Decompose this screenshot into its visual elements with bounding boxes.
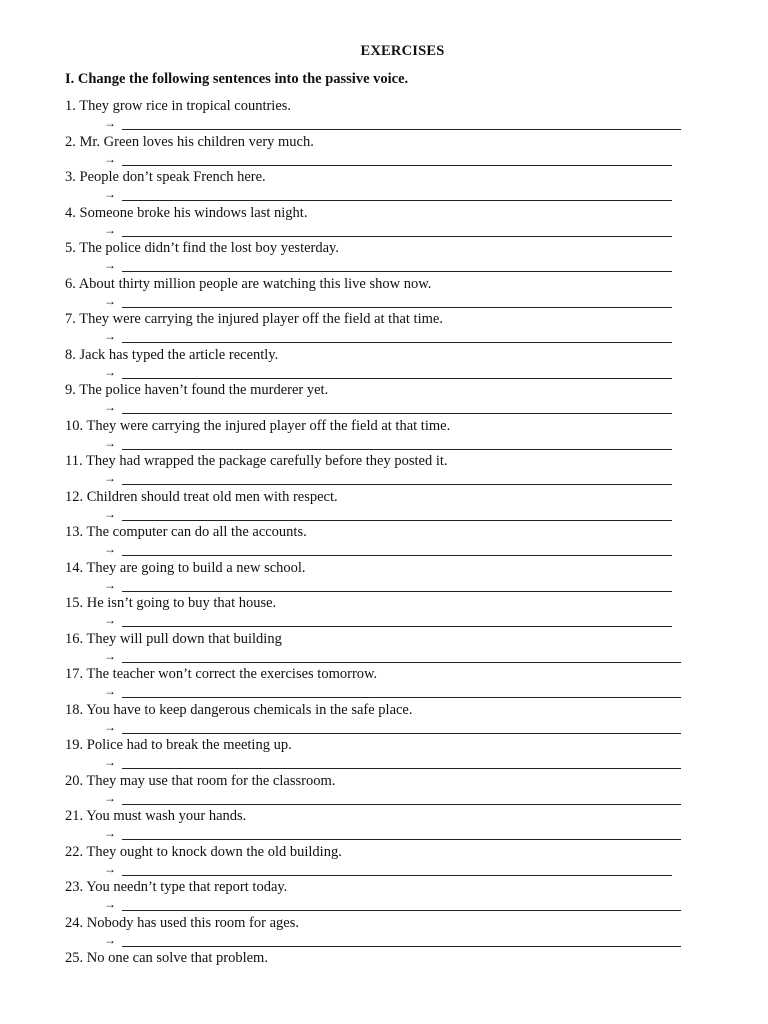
exercise-number: 19. xyxy=(65,737,84,753)
exercise-item xyxy=(0,666,768,702)
answer-blank-line xyxy=(122,875,672,876)
answer-blank-line xyxy=(122,449,672,450)
answer-area xyxy=(104,328,681,344)
answer-area xyxy=(104,790,681,806)
exercise-number: 13. xyxy=(65,524,84,540)
arrow-icon: → xyxy=(104,648,116,663)
exercise-item xyxy=(0,382,768,418)
answer-blank-line xyxy=(122,697,681,698)
page-title: EXERCISES xyxy=(360,43,445,59)
answer-area xyxy=(104,435,681,451)
exercise-item xyxy=(0,737,768,773)
answer-area xyxy=(104,364,681,380)
exercise-text: The computer can do all the accounts. xyxy=(86,524,307,540)
exercise-text: Mr. Green loves his children very much. xyxy=(79,133,314,150)
arrow-icon: → xyxy=(104,329,116,343)
exercise-item xyxy=(0,347,768,383)
arrow-icon: → xyxy=(104,826,116,840)
arrow-icon: → xyxy=(104,471,116,485)
exercise-text: About thirty million people are watching this live show now. xyxy=(78,275,432,292)
answer-blank-line xyxy=(122,271,672,272)
arrow-icon: → xyxy=(104,435,116,450)
exercise-sentence xyxy=(65,240,339,257)
exercise-number: 4. xyxy=(65,204,76,221)
exercise-sentence xyxy=(65,950,268,967)
arrow-icon: → xyxy=(104,400,116,414)
exercise-number: 12. xyxy=(65,488,84,505)
exercise-text: They were carrying the injured player off the field at that time. xyxy=(86,417,451,434)
answer-blank-line xyxy=(122,946,681,947)
arrow-icon: → xyxy=(104,542,116,556)
answer-area xyxy=(104,754,681,770)
exercise-number: 23. xyxy=(65,879,84,895)
exercise-item xyxy=(0,773,768,809)
exercise-sentence xyxy=(65,205,307,222)
exercise-number: 24. xyxy=(65,914,84,931)
answer-area xyxy=(104,115,681,131)
exercise-text: The teacher won’t correct the exercises tomorrow. xyxy=(86,666,378,682)
answer-blank-line xyxy=(122,839,681,840)
exercise-sentence xyxy=(65,489,338,506)
answer-area xyxy=(104,612,681,628)
exercise-sentence xyxy=(65,134,314,151)
arrow-icon: → xyxy=(104,897,116,911)
exercise-sentence xyxy=(65,524,307,541)
exercise-number: 8. xyxy=(65,346,76,363)
exercise-number: 25. xyxy=(65,950,84,966)
exercise-item xyxy=(0,311,768,347)
answer-area xyxy=(104,470,681,486)
answer-blank-line xyxy=(122,129,681,130)
arrow-icon: → xyxy=(104,861,116,876)
exercise-number: 17. xyxy=(65,666,84,682)
answer-blank-line xyxy=(122,768,681,769)
exercise-number: 10. xyxy=(65,417,84,434)
exercise-text: You needn’t type that report today. xyxy=(86,879,288,895)
answer-blank-line xyxy=(122,910,681,911)
arrow-icon: → xyxy=(104,684,116,698)
exercise-item xyxy=(0,560,768,596)
answer-area xyxy=(104,683,681,699)
exercise-sentence xyxy=(65,418,450,435)
exercise-number: 16. xyxy=(65,630,84,647)
answer-blank-line xyxy=(122,165,672,166)
answer-blank-line xyxy=(122,520,672,521)
arrow-icon: → xyxy=(104,790,116,805)
exercise-number: 1. xyxy=(65,98,76,114)
exercise-sentence xyxy=(65,453,448,470)
exercise-item xyxy=(0,205,768,241)
exercise-item xyxy=(0,418,768,454)
exercise-list xyxy=(0,98,768,986)
exercise-item xyxy=(0,808,768,844)
exercise-number: 15. xyxy=(65,595,84,611)
exercise-sentence xyxy=(65,666,377,683)
exercise-text: You have to keep dangerous chemicals in the safe place. xyxy=(86,701,413,718)
exercise-text: They were carrying the injured player off the field at that time. xyxy=(79,311,443,327)
arrow-icon: → xyxy=(104,613,116,627)
answer-blank-line xyxy=(122,378,672,379)
exercise-text: People don’t speak French here. xyxy=(79,169,266,185)
arrow-icon: → xyxy=(104,364,116,379)
exercise-text: Children should treat old men with respect. xyxy=(86,488,338,505)
arrow-icon: → xyxy=(104,187,116,201)
arrow-icon: → xyxy=(104,506,116,521)
exercise-item xyxy=(0,702,768,738)
exercise-text: Someone broke his windows last night. xyxy=(79,204,308,221)
exercise-number: 14. xyxy=(65,559,84,576)
exercise-item xyxy=(0,98,768,134)
exercise-text: They had wrapped the package carefully before they posted it. xyxy=(85,453,448,469)
exercise-sentence xyxy=(65,276,431,293)
exercise-item xyxy=(0,453,768,489)
answer-blank-line xyxy=(122,662,681,663)
arrow-icon: → xyxy=(104,932,116,947)
exercise-number: 21. xyxy=(65,808,84,824)
answer-blank-line xyxy=(122,307,672,308)
arrow-icon: → xyxy=(104,577,116,592)
exercise-sentence xyxy=(65,915,299,932)
exercise-text: They grow rice in tropical countries. xyxy=(79,98,292,114)
answer-area xyxy=(104,825,681,841)
answer-blank-line xyxy=(122,236,672,237)
answer-area xyxy=(104,293,681,309)
exercise-sentence xyxy=(65,844,342,861)
exercise-item xyxy=(0,915,768,951)
exercise-item xyxy=(0,276,768,312)
exercise-text: They ought to knock down the old building. xyxy=(86,843,342,860)
arrow-icon: → xyxy=(104,258,116,272)
exercise-number: 18. xyxy=(65,701,84,718)
answer-area xyxy=(104,577,681,593)
exercise-number: 22. xyxy=(65,843,84,860)
exercise-text: They may use that room for the classroom. xyxy=(86,772,336,789)
exercise-number: 20. xyxy=(65,772,84,789)
exercise-text: They are going to build a new school. xyxy=(86,559,306,576)
exercise-sentence xyxy=(65,98,291,115)
answer-blank-line xyxy=(122,555,672,556)
exercise-item xyxy=(0,631,768,667)
arrow-icon: → xyxy=(104,116,116,130)
answer-area xyxy=(104,257,681,273)
exercise-text: The police haven’t found the murderer yet. xyxy=(79,382,329,398)
exercise-sentence xyxy=(65,169,266,186)
exercise-number: 11. xyxy=(65,453,83,469)
exercise-item xyxy=(0,489,768,525)
arrow-icon: → xyxy=(104,222,116,237)
exercise-number: 2. xyxy=(65,133,76,150)
exercise-number: 9. xyxy=(65,382,76,398)
exercise-item xyxy=(0,879,768,915)
answer-area xyxy=(104,506,681,522)
answer-area xyxy=(104,541,681,557)
exercise-number: 7. xyxy=(65,311,76,327)
exercise-sentence xyxy=(65,382,328,399)
exercise-number: 5. xyxy=(65,240,76,256)
exercise-number: 3. xyxy=(65,169,76,185)
exercise-text: The police didn’t find the lost boy yesterday. xyxy=(79,240,339,256)
exercise-text: Nobody has used this room for ages. xyxy=(86,914,299,931)
exercise-sentence xyxy=(65,560,306,577)
answer-area xyxy=(104,648,681,664)
answer-area xyxy=(104,932,681,948)
exercise-item xyxy=(0,169,768,205)
answer-blank-line xyxy=(122,484,672,485)
exercise-text: No one can solve that problem. xyxy=(86,950,268,966)
arrow-icon: → xyxy=(104,719,116,734)
exercise-number: 6. xyxy=(65,275,76,292)
answer-blank-line xyxy=(122,804,681,805)
answer-area xyxy=(104,861,681,877)
exercise-sentence xyxy=(65,879,287,896)
exercise-item xyxy=(0,595,768,631)
exercise-text: He isn’t going to buy that house. xyxy=(86,595,277,611)
exercise-sentence xyxy=(65,808,246,825)
exercise-sentence xyxy=(65,773,335,790)
exercise-sentence xyxy=(65,595,276,612)
answer-blank-line xyxy=(122,591,672,592)
exercise-item xyxy=(0,524,768,560)
exercise-sentence xyxy=(65,702,413,719)
exercise-item xyxy=(0,240,768,276)
answer-area xyxy=(104,399,681,415)
answer-blank-line xyxy=(122,733,681,734)
arrow-icon: → xyxy=(104,293,116,308)
exercise-item xyxy=(0,134,768,170)
answer-blank-line xyxy=(122,413,672,414)
answer-blank-line xyxy=(122,626,672,627)
answer-area xyxy=(104,186,681,202)
answer-area xyxy=(104,222,681,238)
exercise-sentence xyxy=(65,737,292,754)
exercise-text: They will pull down that building xyxy=(86,630,282,647)
exercise-heading: I. Change the following sentences into the passive voice. xyxy=(65,71,409,87)
answer-area xyxy=(104,151,681,167)
exercise-item xyxy=(0,844,768,880)
answer-area xyxy=(104,896,681,912)
answer-blank-line xyxy=(122,200,672,201)
exercise-text: You must wash your hands. xyxy=(86,808,247,824)
exercise-sentence xyxy=(65,631,282,648)
answer-blank-line xyxy=(122,342,672,343)
arrow-icon: → xyxy=(104,755,116,769)
exercise-text: Police had to break the meeting up. xyxy=(86,737,292,753)
arrow-icon: → xyxy=(104,151,116,166)
answer-area xyxy=(104,719,681,735)
exercise-text: Jack has typed the article recently. xyxy=(79,346,279,363)
exercise-sentence xyxy=(65,311,443,328)
exercise-sentence xyxy=(65,347,278,364)
exercise-item xyxy=(0,950,768,986)
